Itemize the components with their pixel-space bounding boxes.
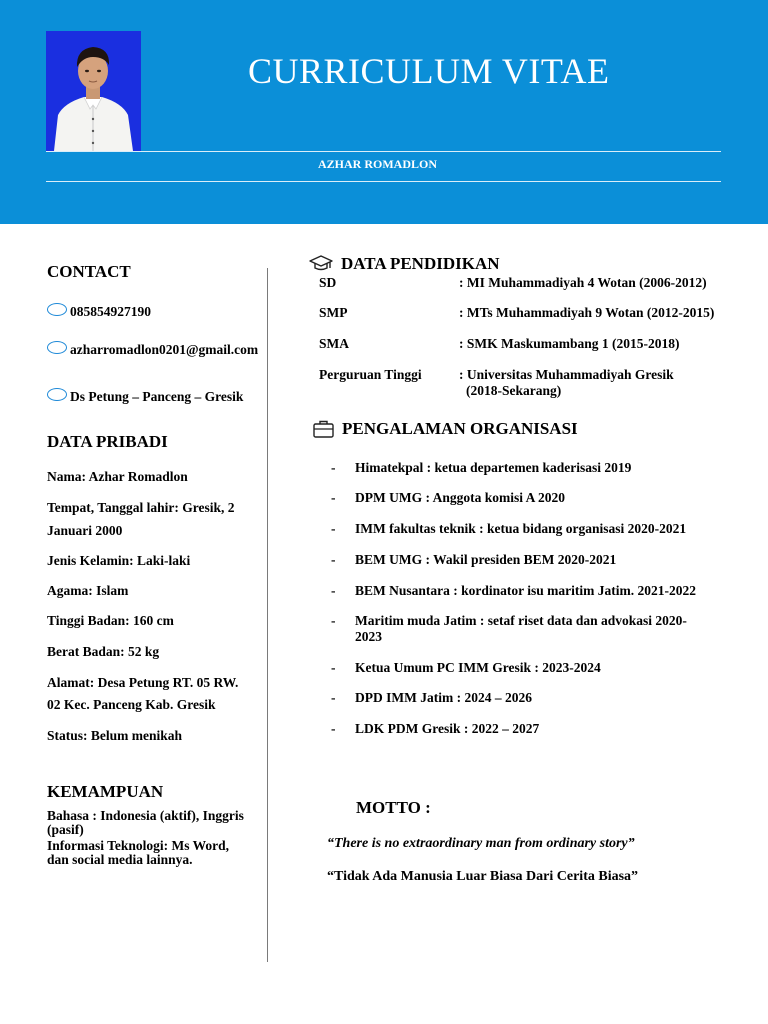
pribadi-alamat-1: Alamat: Desa Petung RT. 05 RW. [47, 675, 239, 690]
edu-value-sd: : MI Muhammadiyah 4 Wotan (2006-2012) [459, 275, 707, 290]
contact-heading: CONTACT [47, 262, 131, 281]
organisasi-heading-row [313, 419, 578, 439]
pribadi-ttl-2: Januari 2000 [47, 523, 123, 538]
contact-address-row [47, 389, 243, 405]
oval-bullet-icon [47, 303, 67, 316]
pribadi-alamat-2: 02 Kec. Panceng Kab. Gresik [47, 697, 216, 712]
pribadi-jenis-kelamin: Jenis Kelamin: Laki-laki [47, 553, 191, 568]
edu-value-sma: : SMK Maskumambang 1 (2015-2018) [459, 336, 680, 351]
oval-bullet-icon [47, 341, 67, 354]
dash-bullet: - [331, 583, 336, 598]
org-item-text: Ketua Umum PC IMM Gresik : 2023-2024 [355, 660, 601, 675]
dash-bullet: - [331, 552, 336, 567]
pribadi-nama: Nama: Azhar Romadlon [47, 469, 188, 484]
dash-bullet: - [331, 690, 336, 705]
pribadi-ttl-1: Tempat, Tanggal lahir: Gresik, 2 [47, 500, 235, 515]
organisasi-heading: PENGALAMAN ORGANISASI [342, 419, 578, 438]
org-item-text-cont: 2023 [355, 629, 382, 644]
pribadi-tinggi: Tinggi Badan: 160 cm [47, 613, 174, 628]
org-item-text: BEM UMG : Wakil presiden BEM 2020-2021 [355, 552, 617, 567]
org-item-text: BEM Nusantara : kordinator isu maritim Jatim. 2021-2022 [355, 583, 696, 598]
list-item [331, 583, 726, 599]
org-item-text: IMM fakultas teknik : ketua bidang organisasi 2020-2021 [355, 521, 687, 536]
contact-email-row [47, 342, 258, 358]
dash-bullet: - [331, 521, 336, 536]
profile-photo-image [46, 31, 141, 151]
org-item-text-block [355, 613, 687, 645]
list-item [331, 721, 726, 737]
contact-phone-row [47, 304, 151, 320]
edu-label-pt: Perguruan Tinggi [319, 367, 422, 382]
pribadi-status: Status: Belum menikah [47, 728, 183, 743]
org-item-text: DPM UMG : Anggota komisi A 2020 [355, 490, 566, 505]
motto-quote-english: “There is no extraordinary man from ordinary story” [327, 836, 635, 851]
dash-bullet: - [331, 721, 336, 736]
briefcase-icon [313, 420, 334, 438]
list-item [331, 460, 726, 476]
edu-value-pt-2: (2018-Sekarang) [466, 383, 562, 398]
list-item [331, 690, 726, 706]
list-item [331, 552, 726, 568]
list-item [331, 613, 726, 645]
data-pribadi-heading: DATA PRIBADI [47, 432, 168, 451]
graduation-cap-icon [309, 254, 333, 274]
org-item-text: DPD IMM Jatim : 2024 – 2026 [355, 690, 532, 705]
kemampuan-line-1: Bahasa : Indonesia (aktif), Inggris [47, 808, 244, 823]
header-divider-top [46, 151, 721, 152]
edu-label-sma: SMA [319, 336, 349, 351]
kemampuan-line-2: (pasif) [47, 822, 84, 837]
kemampuan-heading: KEMAMPUAN [47, 782, 164, 801]
org-item-text: Himatekpal : ketua departemen kaderisasi 2019 [355, 460, 632, 475]
dash-bullet: - [331, 460, 336, 475]
pribadi-berat: Berat Badan: 52 kg [47, 644, 160, 659]
org-item-text: Maritim muda Jatim : setaf riset data dan advokasi 2020- [355, 613, 687, 628]
edu-label-smp: SMP [319, 305, 348, 320]
header-name: AZHAR ROMADLON [318, 157, 437, 171]
dash-bullet: - [331, 660, 336, 675]
page-title: CURRICULUM VITAE [248, 51, 610, 91]
list-item [331, 521, 726, 537]
edu-value-smp: : MTs Muhammadiyah 9 Wotan (2012-2015) [459, 305, 715, 320]
column-divider [267, 268, 268, 962]
edu-value-pt: : Universitas Muhammadiyah Gresik [459, 367, 674, 382]
motto-heading: MOTTO : [356, 798, 431, 817]
kemampuan-line-3: Informasi Teknologi: Ms Word, [47, 838, 230, 853]
header-banner [0, 0, 768, 224]
contact-email: azharromadlon0201@gmail.com [70, 342, 259, 357]
contact-phone: 085854927190 [70, 304, 151, 319]
list-item [331, 490, 726, 506]
header-divider-bottom [46, 181, 721, 182]
org-item-text: LDK PDM Gresik : 2022 – 2027 [355, 721, 540, 736]
profile-photo [46, 31, 141, 151]
dash-bullet: - [331, 490, 336, 505]
motto-quote-indonesian: “Tidak Ada Manusia Luar Biasa Dari Cerita Biasa” [327, 869, 639, 884]
pribadi-agama: Agama: Islam [47, 583, 129, 598]
pendidikan-heading: DATA PENDIDIKAN [341, 254, 500, 273]
edu-label-sd: SD [319, 275, 337, 290]
pendidikan-heading-row [309, 254, 500, 274]
oval-bullet-icon [47, 388, 67, 401]
contact-address: Ds Petung – Panceng – Gresik [70, 389, 244, 404]
dash-bullet: - [331, 613, 336, 628]
list-item [331, 660, 726, 676]
kemampuan-line-4: dan social media lainnya. [47, 852, 193, 867]
